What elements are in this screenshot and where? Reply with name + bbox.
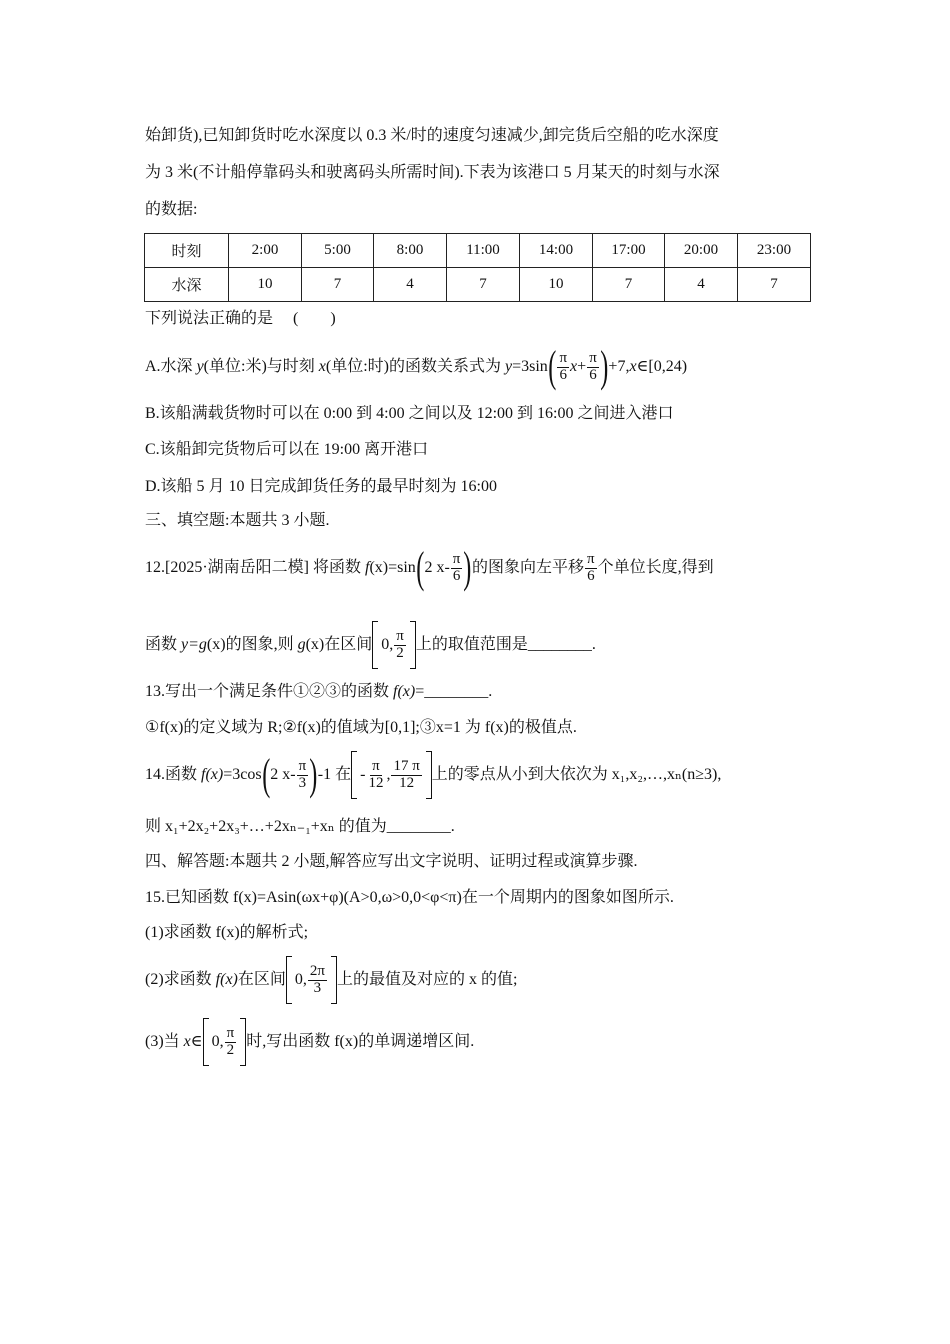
- numerator: π: [226, 1025, 235, 1042]
- q15-text: 时,写出函数 f(x)的单调递增区间.: [246, 1033, 475, 1050]
- q14-text: =3cos: [223, 766, 262, 783]
- q11-a-var: y: [196, 358, 204, 375]
- table-cell: 5:00: [302, 234, 374, 268]
- denominator: 6: [559, 366, 567, 383]
- table-cell: 2:00: [229, 234, 302, 268]
- q13-line-2: ①f(x)的定义域为 R;②f(x)的值域为[0,1];③x=1 为 f(x)的极值点.: [145, 719, 577, 736]
- fraction: [225, 1026, 237, 1059]
- numerator: π: [559, 350, 568, 367]
- left-paren: (: [416, 543, 425, 593]
- q15-text: ∈: [190, 1033, 203, 1050]
- numerator: π: [589, 350, 597, 367]
- q11-a-var: x: [318, 358, 326, 375]
- table-cell: 8:00: [374, 234, 447, 268]
- left-paren: (: [548, 342, 557, 392]
- right-paren: ): [463, 543, 472, 593]
- q12-text: 0: [381, 636, 390, 653]
- q12-text: (x): [206, 636, 226, 653]
- table-header-time: 时刻: [145, 234, 229, 268]
- left-bracket: [372, 621, 378, 669]
- numerator: π: [587, 551, 595, 568]
- q12-text: 函数: [145, 636, 182, 653]
- q14-line-1: [145, 750, 721, 800]
- fraction: [394, 629, 406, 662]
- section-3-heading: 三、填空题:本题共 3 小题.: [145, 512, 330, 529]
- q11-a-text: (单位:时)的函数关系式为: [325, 358, 505, 375]
- denominator: 6: [452, 567, 461, 584]
- q14-text: 2 x: [270, 766, 291, 783]
- q11-option-b: B.该船满载货物时可以在 0:00 到 4:00 之间以及 12:00 到 16:00 之间进入港口: [145, 405, 674, 422]
- table-cell: 23:00: [738, 234, 811, 268]
- denominator: 12: [399, 774, 415, 791]
- q15-text: (2)求函数: [145, 971, 216, 988]
- q12-text: 在区间: [324, 636, 373, 653]
- q12-text: 12.[2025·湖南岳阳二模] 将函数: [145, 559, 365, 576]
- left-bracket: [203, 1018, 209, 1066]
- q12-text: 的图象向左平移: [472, 559, 585, 576]
- numerator: π: [396, 628, 404, 645]
- q13-line-1: [145, 682, 492, 702]
- plus-sign: +: [577, 358, 587, 375]
- denominator: 6: [589, 366, 597, 383]
- q14-text: 14.函数: [145, 766, 202, 783]
- left-bracket: [351, 751, 357, 799]
- table-cell: 7: [738, 268, 811, 302]
- q11-a-text: +7,: [608, 358, 630, 375]
- fraction: [587, 351, 599, 384]
- table-cell: 10: [229, 268, 302, 302]
- minus-sign: -: [360, 766, 366, 783]
- denominator: 12: [368, 774, 384, 791]
- q11-stem: 下列说法正确的是 ( ): [145, 310, 336, 327]
- denominator: 3: [298, 774, 307, 791]
- table-header-depth: 水深: [145, 268, 229, 302]
- q15-text: ,: [302, 971, 307, 988]
- q12-line-2: [145, 620, 596, 670]
- intro-line-3: 的数据:: [145, 201, 198, 218]
- q12-text: 个单位长度,得到: [597, 559, 714, 576]
- numerator: 17 π: [393, 758, 420, 775]
- q15-text: (3)当: [145, 1033, 184, 1050]
- fraction: [585, 552, 597, 585]
- q12-var: y=g: [181, 636, 207, 653]
- q14-line-2: 则 x₁+2x₂+2x₃+…+2xₙ₋₁+xₙ 的值为________.: [145, 818, 455, 835]
- q15-var: f(x): [215, 971, 238, 988]
- q11-a-text: ∈[0,24): [636, 358, 688, 375]
- denominator: 3: [313, 979, 322, 996]
- q13-text: 13.写出一个满足条件①②③的函数: [145, 683, 394, 700]
- denominator: 2: [226, 1041, 235, 1058]
- intro-line-2: 为 3 米(不计船停靠码头和驶离码头所需时间).下表为该港口 5 月某天的时刻与水深: [145, 164, 720, 181]
- q15-part-3: [145, 1017, 474, 1067]
- q11-option-a: [145, 342, 688, 392]
- fraction: [451, 552, 463, 585]
- fraction: [308, 964, 327, 997]
- q15-stem: 15.已知函数 f(x)=Asin(ωx+φ)(A>0,ω>0,0<φ<π)在一个周期内的图象如图所示.: [145, 889, 674, 906]
- table-cell: 14:00: [520, 234, 593, 268]
- q11-a-text: A.水深: [145, 358, 197, 375]
- q13-var: f(x): [393, 683, 416, 700]
- right-paren: ): [600, 342, 609, 392]
- q14-text: -1 在: [317, 766, 352, 783]
- q11-a-text: =3sin: [512, 358, 548, 375]
- q15-var: x: [183, 1033, 191, 1050]
- table-row-depth: [145, 268, 811, 302]
- table-cell: 20:00: [665, 234, 738, 268]
- q11-a-text: (单位:米)与时刻: [203, 358, 319, 375]
- intro-line-1: 始卸货),已知卸货时吃水深度以 0.3 米/时的速度匀速减少,卸完货后空船的吃水深度: [145, 127, 719, 144]
- right-paren: ): [309, 750, 318, 800]
- fraction: [297, 759, 309, 792]
- q14-text: 上的零点从小到大依次为 x₁,x₂,…,xₙ(n≥3),: [431, 766, 722, 783]
- table-cell: 7: [302, 268, 374, 302]
- q11-a-var: x: [570, 358, 578, 375]
- q15-part-1: (1)求函数 f(x)的解析式;: [145, 924, 309, 941]
- q12-var: f: [365, 559, 370, 576]
- q14-text: ,: [386, 766, 391, 783]
- q11-option-d: D.该船 5 月 10 日完成卸货任务的最早时刻为 16:00: [145, 478, 498, 495]
- q13-text: =________.: [415, 683, 493, 700]
- q15-part-2: [145, 955, 517, 1005]
- table-cell: 4: [374, 268, 447, 302]
- denominator: 6: [587, 567, 595, 584]
- q12-text: =sin: [388, 559, 416, 576]
- q12-text: ,: [389, 636, 394, 653]
- q12-text: 的图象,则: [225, 636, 298, 653]
- table-cell: 10: [520, 268, 593, 302]
- time-depth-table: [144, 233, 811, 302]
- left-bracket: [286, 956, 292, 1004]
- numerator: π: [452, 551, 461, 568]
- q12-line-1: [145, 543, 714, 593]
- section-4-heading: 四、解答题:本题共 2 小题,解答应写出文字说明、证明过程或演算步骤.: [145, 853, 638, 870]
- fraction: [391, 759, 421, 792]
- q12-text: 2 x: [424, 559, 445, 576]
- left-paren: (: [261, 750, 270, 800]
- q11-option-c: C.该船卸完货物后可以在 19:00 离开港口: [145, 441, 429, 458]
- table-cell: 17:00: [593, 234, 665, 268]
- q12-var: g: [297, 636, 306, 653]
- table-cell: 4: [665, 268, 738, 302]
- numerator: π: [372, 758, 380, 775]
- q11-a-var: x: [629, 358, 637, 375]
- minus-sign: -: [444, 559, 450, 576]
- q11-a-var: y: [505, 358, 513, 375]
- q15-text: 0: [211, 1033, 220, 1050]
- q15-text: 上的最值及对应的 x 的值;: [336, 971, 518, 988]
- minus-sign: -: [290, 766, 296, 783]
- table-row-time: [145, 234, 811, 268]
- fraction: [366, 759, 385, 792]
- table-cell: 7: [593, 268, 665, 302]
- table-cell: 7: [447, 268, 520, 302]
- table-cell: 11:00: [447, 234, 520, 268]
- numerator: π: [298, 758, 307, 775]
- q12-text: (x): [305, 636, 325, 653]
- q12-text: (x): [369, 559, 389, 576]
- denominator: 2: [396, 644, 404, 661]
- q15-text: 0: [294, 971, 303, 988]
- q15-text: ,: [219, 1033, 224, 1050]
- q14-var: f(x): [201, 766, 224, 783]
- numerator: 2π: [309, 963, 325, 980]
- q15-text: 在区间: [237, 971, 286, 988]
- q12-text: 上的取值范围是________.: [415, 636, 596, 653]
- fraction: [557, 351, 569, 384]
